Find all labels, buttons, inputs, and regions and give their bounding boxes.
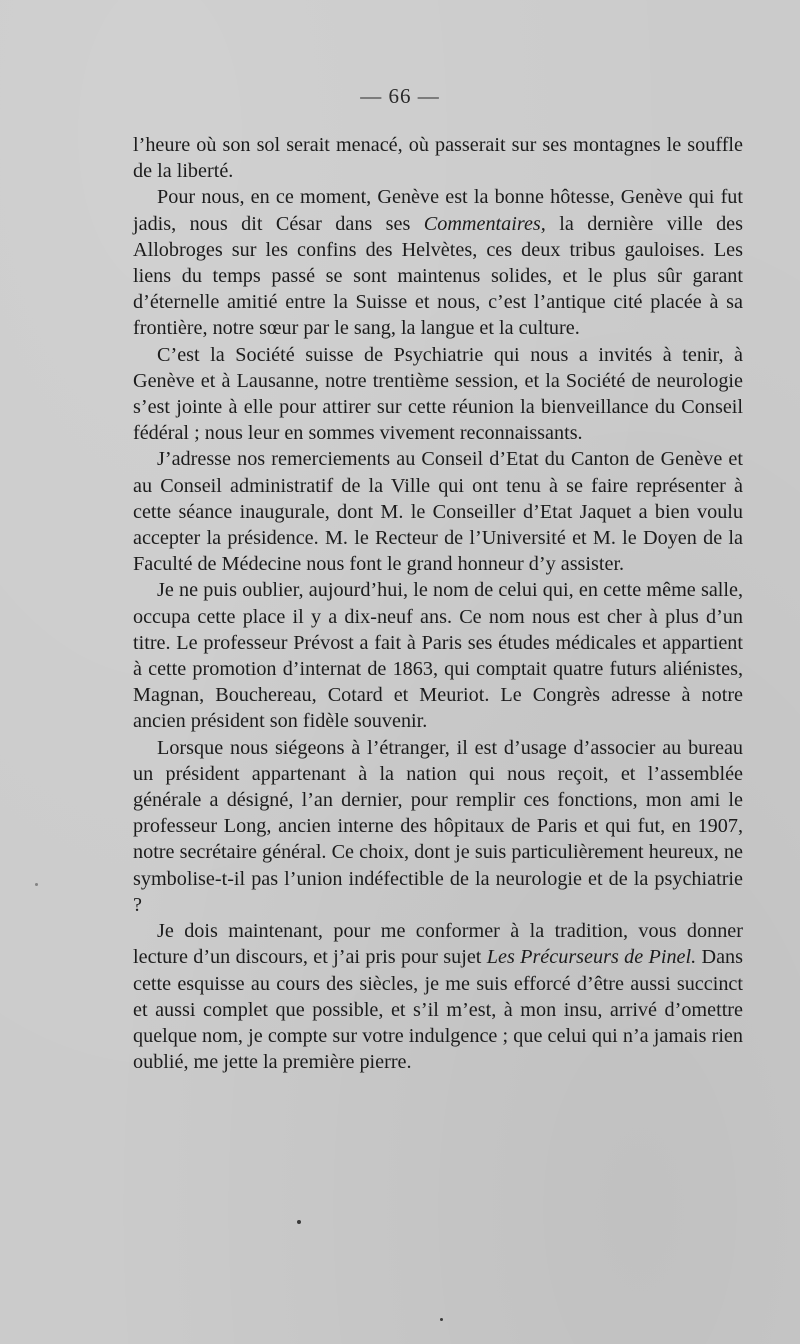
paragraph-3: C’est la Société suisse de Psychiatrie qui nous a invités à tenir, à Genève et à Lausanne, notre trentième session, et la Société de neurologie s’est jointe à elle pour attirer sur cette réunion la bienveillance du Conseil fédéral ; nous leur en sommes vivement reconnaissants.: [133, 343, 743, 445]
paragraph-2: [133, 184, 743, 341]
paper-speck: [297, 1220, 301, 1224]
paragraph-2-text-b: la dernière ville des Allobroges sur les confins des Helvètes, ces deux tribus gauloises. Les liens du temps passé se sont maintenus solides, et le plus sûr garant d’éternelle amitié entre la Suisse et nous, c’est l’antique cité placée à sa frontière, notre sœur par le sang, la langue et la culture.: [133, 212, 743, 340]
paragraph-5: Je ne puis oublier, aujourd’hui, le nom de celui qui, en cette même salle, occupa cette place il y a dix-neuf ans. Ce nom nous est cher à plus d’un titre. Le professeur Prévost a fait à Paris ses études médicales et appartient à cette promotion d’internat de 1863, qui comptait quatre futurs aliénistes, Magnan, Bouchereau, Cotard et Meuriot. Le Congrès adresse à notre ancien président son fidèle souvenir.: [133, 579, 743, 733]
paragraph-1: l’heure où son sol serait menacé, où passerait sur ses montagnes le souffle de la liberté.: [133, 134, 743, 183]
paragraph-7-text-b: Dans cette esquisse au cours des siècles, je me suis efforcé d’être aussi succinct et aussi complet que possible, et s’il m’est, à mon insu, arrivé d’omettre quelque nom, je compte sur votre indulgence ; que celui qui n’a jamais rien oublié, me jette la première pierre.: [133, 946, 743, 1074]
paragraph-6: Lorsque nous siégeons à l’étranger, il est d’usage d’associer au bureau un président appartenant à la nation qui nous reçoit, et l’assemblée générale a désigné, l’an dernier, pour remplir ces fonctions, mon ami le professeur Long, ancien interne des hôpitaux de Paris et qui fut, en 1907, notre secrétaire général. Ce choix, dont je suis particulièrement heureux, ne symbolise-t-il pas l’union indéfectible de la neurologie et de la psychiatrie ?: [133, 736, 743, 916]
body-text: [133, 132, 743, 1075]
paragraph-7: [133, 918, 743, 1075]
paragraph-4: J’adresse nos remerciements au Conseil d’Etat du Canton de Genève et au Conseil administratif de la Ville qui ont tenu à se faire représenter à cette séance inaugurale, dont M. le Conseiller d’Etat Jaquet a bien voulu accepter la présidence. M. le Recteur de l’Université et M. le Doyen de la Faculté de Médecine nous font le grand honneur d’y assister.: [133, 448, 743, 576]
paragraph-7-text-a: Je dois maintenant, pour me conformer à la tradition, vous donner lecture d’un discours, et j’ai pris pour sujet: [133, 920, 743, 969]
commentaires-title: Commentaires,: [423, 212, 546, 235]
paper-speck: [440, 1318, 443, 1321]
discourse-title: Les Précurseurs de Pinel.: [486, 946, 697, 969]
page-number: — 66 —: [360, 84, 440, 108]
paper-speck: [35, 883, 38, 886]
paragraph-2-text-a: Pour nous, en ce moment, Genève est la bonne hôtesse, Genève qui fut jadis, nous dit César dans ses: [133, 186, 743, 235]
